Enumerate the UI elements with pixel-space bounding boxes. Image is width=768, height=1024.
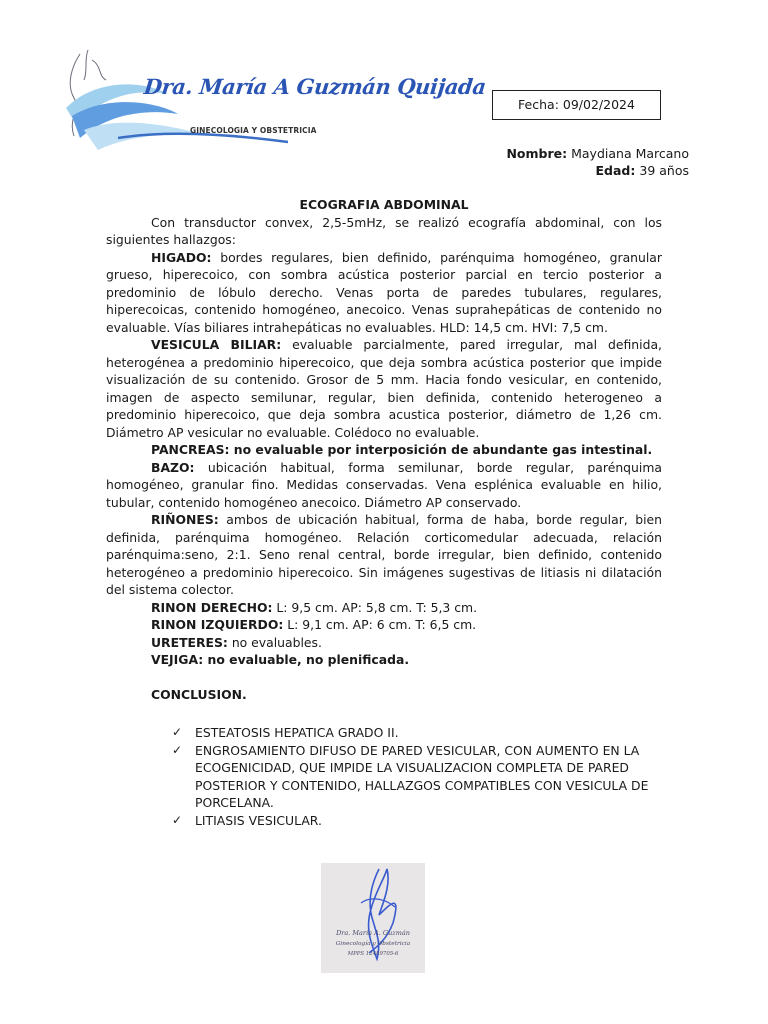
date-box: Fecha: 09/02/2024 <box>492 90 661 120</box>
spleen-text: ubicación habitual, forma semilunar, borde regular, parénquima homogéneo, granular fino. Medidas conservadas. Vena esplénica evaluable en hilio, tubular, contenido homogéneo anecoico. Diámetro AP conservado. <box>106 459 662 510</box>
patient-name-label: Nombre: <box>506 146 568 161</box>
report-title: ECOGRAFIA ABDOMINAL <box>299 197 469 212</box>
patient-age-label: Edad: <box>595 163 636 178</box>
conclusion-title: CONCLUSION. <box>151 686 247 702</box>
spleen-section <box>106 459 662 512</box>
check-icon: ✓ <box>172 725 183 739</box>
left-kidney-label: RINON IZQUIERDO: <box>151 617 284 632</box>
conclusion-item <box>106 812 662 830</box>
right-kidney-line <box>106 599 662 617</box>
signature-stamp <box>321 863 425 973</box>
conclusion-text: LITIASIS VESICULAR. <box>195 812 322 828</box>
kidneys-text: ambos de ubicación habitual, forma de haba, borde regular, bien definida, parénquima homogéneo. Relación corticomedular adecuada, relación parénquima:seno, 2:1. Seno renal central, borde irregular, bien definido, contenido heterogéneo a predominio hiperecoico. Sin imágenes sugestivas de litiasis ni dilatación del sistema colector. <box>106 512 662 597</box>
ureters-line <box>106 634 662 652</box>
kidneys-label: RIÑONES: <box>151 512 219 527</box>
ureters-text: no evaluables. <box>227 634 322 650</box>
left-kidney-measures: L: 9,1 cm. AP: 6 cm. T: 6,5 cm. <box>283 617 477 632</box>
kidneys-section <box>106 511 662 599</box>
ureters-label: URETERES: <box>151 634 228 650</box>
check-icon: ✓ <box>172 812 183 827</box>
spleen-label: BAZO: <box>151 459 195 475</box>
gallbladder-label: VESICULA BILIAR: <box>151 337 282 352</box>
logo-doctor-name: Dra. María A Guzmán Quijada <box>142 74 488 99</box>
right-kidney-label: RINON DERECHO: <box>151 599 273 615</box>
conclusion-item <box>106 724 662 742</box>
clinic-logo <box>58 46 488 154</box>
pancreas-section: PANCREAS: no evaluable por interposición de abundante gas intestinal. <box>151 442 653 457</box>
gallbladder-section <box>106 336 662 441</box>
intro-paragraph: Con transductor convex, 2,5-5mHz, se realizó ecografía abdominal, con los siguientes hallazgos: <box>106 214 662 247</box>
liver-section <box>106 249 662 337</box>
patient-name: Maydiana Marcano <box>567 146 689 161</box>
liver-text: bordes regulares, bien definido, parénquima homogéneo, granular grueso, hiperecoico, con sombra acústica posterior parcial en tercio posterior a predominio de lóbulo derecho. Venas porta de paredes tubulares, regulares, hiperecoicas, contenido homogéneo, anecoico. Venas suprahepáticas de contenido no evaluable. Vías biliares intrahepáticas no evaluables. HLD: 14,5 cm. HVI: 7,5 cm. <box>106 249 662 335</box>
report-body <box>106 196 662 829</box>
gallbladder-text: evaluable parcialmente, pared irregular, mal definida, heterogénea a predominio hiperecoico, que deja sombra acústica posterior que impide visualización de su contenido. Grosor de 5 mm. Hacia fondo vesicular, en contenido, imagen de aspecto semilunar, regular, bien definida, contenido heterogeneo a predominio hiperecoico, que deja sombra acustica posterior, diámetro de 1,26 cm. Diámetro AP vesicular no evaluable. Colédoco no evaluable. <box>106 337 662 440</box>
conclusion-text: ESTEATOSIS HEPATICA GRADO II. <box>195 725 399 740</box>
stamp-id: MPPS 12489705-6 <box>347 951 399 957</box>
bladder-section: VEJIGA: no evaluable, no plenificada. <box>151 652 410 667</box>
conclusion-item <box>106 742 662 812</box>
check-icon: ✓ <box>172 742 183 757</box>
logo-swoosh-graphic <box>58 46 488 154</box>
patient-age: 39 años <box>635 163 689 178</box>
stamp-name: Dra. María A. Guzmán <box>336 929 410 937</box>
conclusion-list <box>106 724 662 829</box>
liver-label: HIGADO: <box>151 249 212 265</box>
conclusion-text: ENGROSAMIENTO DIFUSO DE PARED VESICULAR, CON AUMENTO EN LA ECOGENICIDAD, QUE IMPIDE LA VISUALIZACION COMPLETA DE PARED POSTERIOR Y CONTENIDO, HALLAZGOS COMPATIBLES CON VESICULA DE PORCELANA. <box>195 742 649 810</box>
patient-age-line <box>506 162 689 179</box>
stamp-specialty: Ginecología y Obstetricia <box>335 941 411 947</box>
logo-specialty: GINECOLOGIA Y OBSTETRICIA <box>190 126 317 135</box>
right-kidney-measures: L: 9,5 cm. AP: 5,8 cm. T: 5,3 cm. <box>272 599 478 615</box>
patient-name-line <box>506 145 689 162</box>
patient-info <box>506 145 689 179</box>
left-kidney-line <box>106 616 662 634</box>
